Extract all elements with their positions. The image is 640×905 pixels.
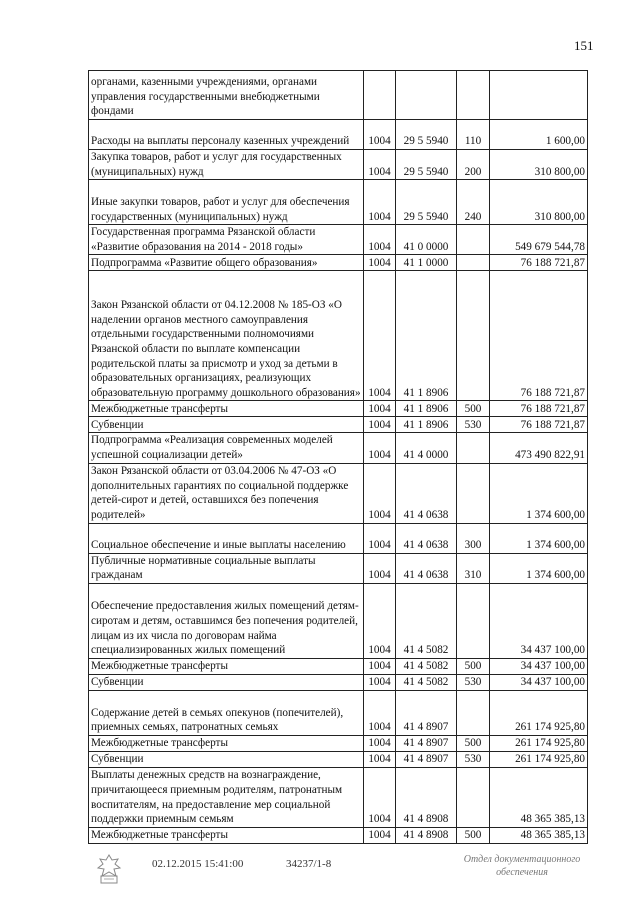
row-article-cell <box>396 120 457 150</box>
row-section-cell <box>364 751 396 767</box>
row-sum-text: 261 174 925,80 <box>515 753 585 766</box>
row-sum-cell <box>490 583 588 658</box>
row-article-cell <box>396 401 457 417</box>
row-article-text: 41 4 5082 <box>403 676 449 689</box>
row-sum-text: 76 188 721,87 <box>520 386 585 399</box>
row-article-text: 41 4 0638 <box>403 538 449 551</box>
row-article-text: 41 4 8908 <box>403 829 449 842</box>
row-sum-cell <box>490 417 588 433</box>
row-sum-cell <box>490 150 588 180</box>
row-sum-cell <box>490 71 588 120</box>
row-article-text: 29 5 5940 <box>403 210 449 223</box>
row-kind-text: 530 <box>464 676 482 689</box>
row-name-cell <box>89 180 364 225</box>
table-row <box>89 401 588 417</box>
row-article-text: 41 4 5082 <box>403 644 449 657</box>
row-section-text: 1004 <box>368 418 391 431</box>
row-kind-cell <box>457 225 490 255</box>
row-section-cell <box>364 827 396 843</box>
row-sum-cell <box>490 523 588 553</box>
row-sum-cell <box>490 553 588 583</box>
row-name-text: Иные закупки товаров, работ и услуг для обеспечения государственных (муниципальных) нужд <box>91 196 350 223</box>
row-sum-text: 34 437 100,00 <box>520 676 585 689</box>
row-article-text: 41 4 0000 <box>403 448 449 461</box>
row-article-cell <box>396 417 457 433</box>
row-kind-text: 110 <box>464 135 482 148</box>
row-section-cell <box>364 553 396 583</box>
row-sum-text: 261 174 925,80 <box>515 721 585 734</box>
row-sum-cell <box>490 401 588 417</box>
row-kind-text: 310 <box>464 569 482 582</box>
table-row <box>89 71 588 120</box>
row-name-cell <box>89 225 364 255</box>
row-section-text: 1004 <box>368 813 391 826</box>
row-name-cell <box>89 658 364 674</box>
row-sum-text: 1 374 600,00 <box>526 538 585 551</box>
row-name-cell <box>89 271 364 401</box>
row-article-text: 41 4 5082 <box>403 660 449 673</box>
row-article-cell <box>396 523 457 553</box>
table-row <box>89 767 588 827</box>
row-sum-cell <box>490 225 588 255</box>
row-sum-cell <box>490 180 588 225</box>
row-sum-text: 34 437 100,00 <box>520 644 585 657</box>
row-section-cell <box>364 271 396 401</box>
row-sum-text: 1 374 600,00 <box>526 508 585 521</box>
row-article-text: 41 1 8906 <box>403 386 449 399</box>
table-row <box>89 583 588 658</box>
row-section-cell <box>364 255 396 271</box>
row-article-cell <box>396 71 457 120</box>
row-name-text: Субвенции <box>91 753 144 766</box>
row-name-cell <box>89 417 364 433</box>
page-number: 151 <box>574 38 594 53</box>
row-article-cell <box>396 225 457 255</box>
row-sum-text: 76 188 721,87 <box>520 418 585 431</box>
row-section-cell <box>364 658 396 674</box>
coat-of-arms-stamp <box>92 852 126 886</box>
row-section-cell <box>364 120 396 150</box>
row-name-text: Закон Рязанской области от 04.12.2008 № 185-ОЗ «О наделении органов местного самоуправления отдельными государственными полномочиями Рязанской области по выплате компенсации родительской платы за присмотр и уход за детьми в образовательных организациях, реализующих образовательную программу дошкольного образования» <box>91 299 361 399</box>
table-row <box>89 827 588 843</box>
row-kind-cell <box>457 433 490 463</box>
row-article-text: 41 4 0638 <box>403 569 449 582</box>
row-name-text: Содержание детей в семьях опекунов (попечителей), приемных семьях, патронатных семьях <box>91 706 344 734</box>
row-section-cell <box>364 71 396 120</box>
row-article-cell <box>396 751 457 767</box>
row-name-text: Государственная программа Рязанской области «Развитие образования на 2014 - 2018 годы» <box>91 226 316 253</box>
row-kind-cell <box>457 180 490 225</box>
row-name-text: Межбюджетные трансферты <box>91 737 228 750</box>
row-kind-cell <box>457 658 490 674</box>
row-article-text: 41 4 0638 <box>403 508 449 521</box>
row-kind-cell <box>457 255 490 271</box>
table-row <box>89 751 588 767</box>
row-section-cell <box>364 523 396 553</box>
row-article-text: 29 5 5940 <box>403 165 449 178</box>
row-kind-text: 300 <box>464 538 482 551</box>
row-section-text: 1004 <box>368 135 391 148</box>
table-row <box>89 735 588 751</box>
row-sum-text: 549 679 544,78 <box>515 240 585 253</box>
row-kind-cell <box>457 767 490 827</box>
row-sum-cell <box>490 735 588 751</box>
row-kind-cell <box>457 674 490 690</box>
footer-timestamp: 02.12.2015 15:41:00 <box>152 858 244 870</box>
row-kind-cell <box>457 735 490 751</box>
row-section-cell <box>364 463 396 523</box>
row-section-text: 1004 <box>368 165 391 178</box>
row-name-text: Публичные нормативные социальные выплаты гражданам <box>91 554 316 582</box>
table-row <box>89 658 588 674</box>
table-row <box>89 120 588 150</box>
row-section-cell <box>364 583 396 658</box>
row-sum-cell <box>490 827 588 843</box>
row-article-cell <box>396 690 457 735</box>
row-article-text: 41 1 8906 <box>403 418 449 431</box>
row-article-cell <box>396 674 457 690</box>
row-section-cell <box>364 401 396 417</box>
row-name-cell <box>89 401 364 417</box>
row-name-cell <box>89 523 364 553</box>
row-kind-cell <box>457 271 490 401</box>
row-sum-text: 473 490 822,91 <box>515 448 585 461</box>
row-section-text: 1004 <box>368 829 391 842</box>
row-section-cell <box>364 180 396 225</box>
row-name-text: Межбюджетные трансферты <box>91 402 228 415</box>
row-section-cell <box>364 433 396 463</box>
row-section-text: 1004 <box>368 508 391 521</box>
row-name-cell <box>89 553 364 583</box>
row-kind-cell <box>457 690 490 735</box>
row-sum-cell <box>490 433 588 463</box>
row-section-text: 1004 <box>368 240 391 253</box>
row-name-text: Закупка товаров, работ и услуг для государственных (муниципальных) нужд <box>91 151 342 178</box>
row-name-text: Субвенции <box>91 676 144 689</box>
row-article-text: 29 5 5940 <box>403 135 449 148</box>
row-section-text: 1004 <box>368 210 391 223</box>
row-name-text: Обеспечение предоставления жилых помещений детям-сиротам и детям, оставшимся без попечения родителей, лицам из их числа по договорам найма специализированных жилых помещений <box>91 600 359 657</box>
row-section-text: 1004 <box>368 538 391 551</box>
row-sum-cell <box>490 271 588 401</box>
table-row <box>89 180 588 225</box>
row-sum-cell <box>490 463 588 523</box>
row-name-cell <box>89 827 364 843</box>
row-name-cell <box>89 433 364 463</box>
row-name-cell <box>89 767 364 827</box>
row-article-text: 41 4 8908 <box>403 813 449 826</box>
row-sum-text: 48 365 385,13 <box>520 829 585 842</box>
row-article-text: 41 0 0000 <box>403 240 449 253</box>
row-section-text: 1004 <box>368 386 391 399</box>
row-section-cell <box>364 690 396 735</box>
row-section-cell <box>364 150 396 180</box>
row-name-cell <box>89 751 364 767</box>
row-kind-cell <box>457 71 490 120</box>
row-name-text: Социальное обеспечение и иные выплаты населению <box>91 538 346 551</box>
row-kind-text: 500 <box>464 402 482 415</box>
row-name-text: Субвенции <box>91 418 144 431</box>
row-section-cell <box>364 735 396 751</box>
row-kind-cell <box>457 120 490 150</box>
row-kind-cell <box>457 583 490 658</box>
row-article-cell <box>396 553 457 583</box>
row-kind-cell <box>457 150 490 180</box>
row-name-text: Межбюджетные трансферты <box>91 660 228 673</box>
table-row <box>89 553 588 583</box>
row-section-cell <box>364 767 396 827</box>
row-name-text: Подпрограмма «Реализация современных моделей успешной социализации детей» <box>91 434 333 461</box>
row-kind-cell <box>457 751 490 767</box>
row-article-cell <box>396 767 457 827</box>
row-kind-cell <box>457 401 490 417</box>
row-kind-text: 530 <box>464 418 482 431</box>
row-section-cell <box>364 225 396 255</box>
row-sum-cell <box>490 751 588 767</box>
row-kind-cell <box>457 463 490 523</box>
row-section-cell <box>364 674 396 690</box>
row-article-text: 41 1 0000 <box>403 256 449 269</box>
row-kind-text: 500 <box>464 829 482 842</box>
footer-department-stamp: Отдел документационного обеспечения <box>463 854 581 878</box>
budget-table-body <box>89 71 588 844</box>
row-kind-text: 500 <box>464 660 482 673</box>
row-article-cell <box>396 271 457 401</box>
row-name-cell <box>89 463 364 523</box>
row-sum-text: 310 800,00 <box>534 210 585 223</box>
row-name-cell <box>89 674 364 690</box>
row-kind-text: 500 <box>464 737 482 750</box>
row-section-text: 1004 <box>368 402 391 415</box>
row-kind-cell <box>457 827 490 843</box>
row-section-text: 1004 <box>368 448 391 461</box>
footer-document-number: 34237/1-8 <box>286 858 332 870</box>
row-name-text: органами, казенными учреждениями, органами управления государственными внебюджетными фондами <box>91 76 320 118</box>
budget-table <box>88 70 588 844</box>
table-row <box>89 433 588 463</box>
row-name-cell <box>89 120 364 150</box>
row-kind-text: 530 <box>464 753 482 766</box>
row-section-text: 1004 <box>368 753 391 766</box>
table-row <box>89 271 588 401</box>
row-article-text: 41 4 8907 <box>403 737 449 750</box>
row-sum-text: 76 188 721,87 <box>520 256 585 269</box>
table-row <box>89 417 588 433</box>
row-name-cell <box>89 690 364 735</box>
table-row <box>89 463 588 523</box>
row-article-cell <box>396 433 457 463</box>
row-name-text: Расходы на выплаты персоналу казенных учреждений <box>91 135 350 148</box>
table-row <box>89 674 588 690</box>
row-article-cell <box>396 827 457 843</box>
row-article-cell <box>396 658 457 674</box>
row-section-text: 1004 <box>368 721 391 734</box>
row-name-text: Закон Рязанской области от 03.04.2006 № 47-ОЗ «О дополнительных гарантиях по социальной поддержке детей-сирот и детей, оставшихся без попечения родителей» <box>91 465 349 521</box>
row-kind-cell <box>457 553 490 583</box>
row-section-text: 1004 <box>368 676 391 689</box>
row-sum-text: 310 800,00 <box>534 165 585 178</box>
table-row <box>89 255 588 271</box>
row-name-cell <box>89 71 364 120</box>
row-article-cell <box>396 583 457 658</box>
row-sum-text: 261 174 925,80 <box>515 737 585 750</box>
row-section-text: 1004 <box>368 660 391 673</box>
row-name-cell <box>89 583 364 658</box>
row-article-text: 41 4 8907 <box>403 721 449 734</box>
row-kind-cell <box>457 523 490 553</box>
row-name-text: Выплаты денежных средств на вознаграждение, причитающееся приемным родителям, патронатным воспитателям, на предоставление мер социальной поддержки приемным семьям <box>91 769 343 826</box>
row-article-cell <box>396 180 457 225</box>
row-name-cell <box>89 255 364 271</box>
row-sum-cell <box>490 120 588 150</box>
row-article-cell <box>396 463 457 523</box>
row-sum-text: 48 365 385,13 <box>520 813 585 826</box>
row-name-cell <box>89 150 364 180</box>
row-sum-text: 1 600,00 <box>545 135 585 148</box>
row-sum-cell <box>490 255 588 271</box>
row-kind-text: 200 <box>464 165 482 178</box>
table-row <box>89 523 588 553</box>
row-article-text: 41 1 8906 <box>403 402 449 415</box>
row-article-cell <box>396 255 457 271</box>
row-sum-text: 34 437 100,00 <box>520 660 585 673</box>
row-article-cell <box>396 735 457 751</box>
table-row <box>89 150 588 180</box>
row-sum-text: 1 374 600,00 <box>526 569 585 582</box>
row-kind-text: 240 <box>464 210 482 223</box>
row-section-cell <box>364 417 396 433</box>
row-section-text: 1004 <box>368 737 391 750</box>
row-article-cell <box>396 150 457 180</box>
row-name-text: Подпрограмма «Развитие общего образования» <box>91 256 318 269</box>
row-sum-cell <box>490 767 588 827</box>
row-article-text: 41 4 8907 <box>403 753 449 766</box>
row-kind-cell <box>457 417 490 433</box>
row-sum-text: 76 188 721,87 <box>520 402 585 415</box>
row-name-text: Межбюджетные трансферты <box>91 829 228 842</box>
row-sum-cell <box>490 674 588 690</box>
table-row <box>89 225 588 255</box>
row-sum-cell <box>490 658 588 674</box>
row-section-text: 1004 <box>368 569 391 582</box>
row-sum-cell <box>490 690 588 735</box>
row-section-text: 1004 <box>368 644 391 657</box>
table-row <box>89 690 588 735</box>
row-section-text: 1004 <box>368 256 391 269</box>
row-name-cell <box>89 735 364 751</box>
